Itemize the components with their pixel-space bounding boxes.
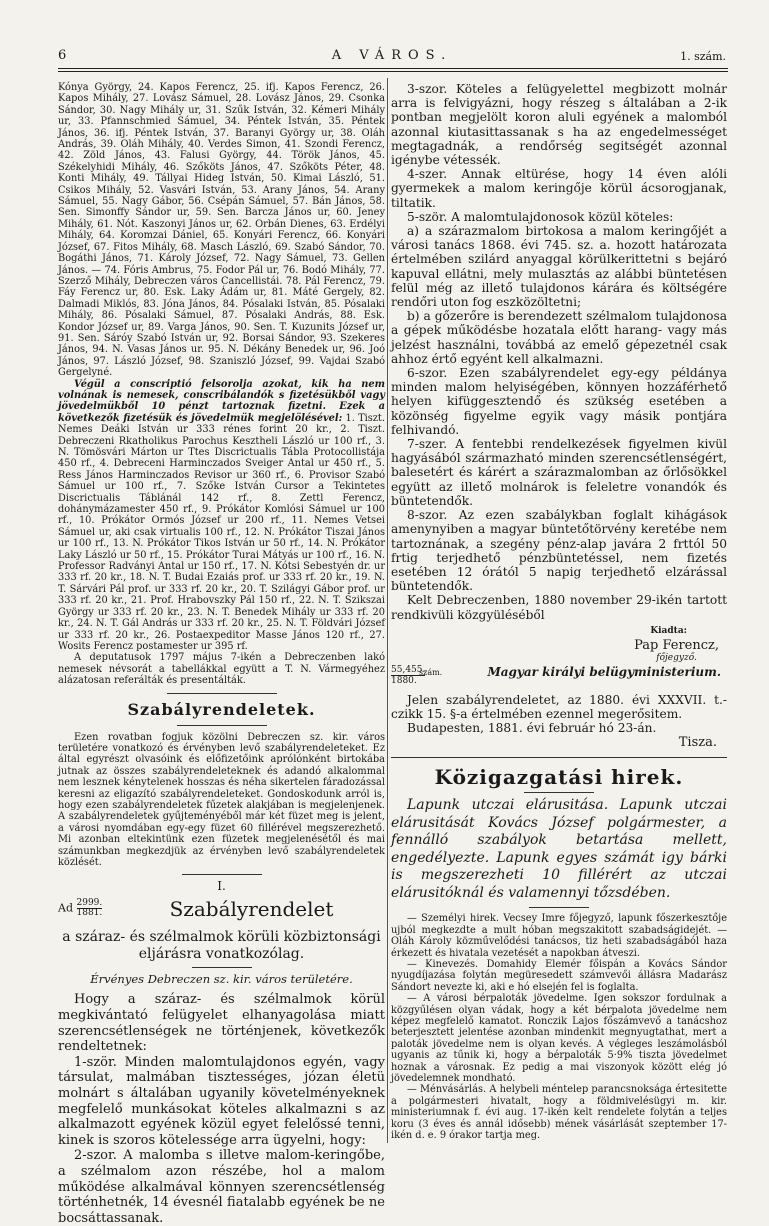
news-appointment: — Kinevezés. Domahidy Elemér főispán a Kovács Sándor nyugdíjazása folytán megüresedett számvevői állásra Madarász Sándort nevezte ki, aki e hó elsején fel is foglalta. [391, 958, 727, 993]
conscriptio-intro: Végül a conscriptió felsorolja azokat, kik ha nem volnának is nemesek, conscribálandók s fizetésükből vagy jövedelmükből 10 pénzt tartoznak fizetni. Ezek a következők fizetésük és jövedelmük megjelölésével: 1. Tiszt. Nemes Deáki István ur 333 rénes forint 20 kr., 2. Tiszt. Debreczeni Rkatholikus Parochus Kesztheli László ur 100 rf., 3. N. Tömösvári Márton ur Ttes Discrictualis Tábla Protocollistája 450 rf., 4. Debreceni Harminczados Sveiger Antal ur 450 rf., 5. Ress János Harminczados Revisor ur 360 rf., 6. Provisor Szabó Sámuel ur 100 rf., 7. Szőke István Cursor a Tekintetes Discrictualis Táblánál 142 rf., 8. Zettl Ferencz, dohánymázamester 450 rf., 9. Prókátor Komlósi Sámuel ur 100 rf., 10. Prókátor Ormós József ur 200 rf., 11. Nemes Vetsei Sámuel ur, aki csak virtualis 100 rf., 12. N. Prókátor Tiszai János ur 100 rf., 13. N. Prókátor Tikos István ur 50 rf., 14. N. Prókátor Laky László ur 50 rf., 15. Prókátor Turai Mátyás ur 100 rf., 16. N. Professor Radványi Antal ur 150 rf., 17. N. Kótsi Sebestyén dr. ur 333 rf. 20 kr., 18. N. T. Budai Ezaiás prof. ur 333 rf. 20 kr., 19. N. T. Sárvári Pál prof. ur 333 rf. 20 kr., 20. T. Szilágyi Gábor prof. ur 333 rf. 20 kr., 21. Prof. Hrabovszky Pál 150 rf., 22. N. T. Szikszai György ur 333 rf. 20 kr., 23. N. T. Benedek Mihály ur 333 rf. 20 kr., 24. N. T. Gál András ur 333 rf. 20 kr., 25. N. T. Földvári József ur 333 rf. 20 kr., 26. Postaexpeditor Masse János 120 rf., 27. Wosits Ferencz postamester ur 395 rf. [58, 378, 385, 652]
news-title-rule [524, 792, 594, 793]
approval-place: Budapesten, 1881. évi február hó 23-án. [407, 721, 657, 736]
ad-reference: Ad $\frac{2999.}{1881.}$ [58, 898, 103, 919]
news-title: Közigazgatási hirek. [434, 765, 684, 790]
signer-title: főjegyző. [656, 652, 697, 663]
roman-numeral: I. [217, 879, 226, 894]
page-number: 6 [58, 48, 67, 63]
regulation-point-2: 2-szor. A malomba s illetve malom-keringőbe, a szélmalom azon részébe, hol a malom működése alkalmával könnyen szerencsétlenség történhetnék, 14 évesnél fiatalabb egyének be ne bocsáttassanak. [58, 1148, 385, 1226]
deputation-paragraph: A deputatusok 1797 május 7-ikén a Debreczenben lakó nemesek névsorát a tabellákkal együtt a T. N. Vármegyéhez alázatosan referálták és presentálták. [58, 652, 385, 687]
regulation-point-5a: a) a szárazmalom birtokosa a malom keringőjét a városi tanács 1868. évi 745. sz. a. hozott határozata értelmében szilárd anyaggal körülkerittetni s bejáró kapuval ellátni, mely mulasztás az alábbi büntetésen felül még az illető tulajdonos kárára és költségére rendőri uton fog eszközöltetni; [391, 224, 727, 310]
news-personal: — Személyi hirek. Vecsey Imre főjegyző, lapunk főszerkesztője ujból megkezdte a mult hóban megszakitott szabadságidejét. — Oláh Károly közművelődési tanácsos, tiz heti szabadságából haza érkezett és hivatala vezetését a napokban átveszi. [391, 913, 727, 959]
regulation-point-3: 3-szor. Köteles a felügyelettel megbizott molnár arra is felvigyázni, hogy részeg s általában a 2-ik pontban megjelölt koron aluli egyének a malomból azonnal kiutasittassanak s ha az engedelmességet megtagadnák, a rendőrség segitségét azonnal igénybe vétessék. [391, 82, 727, 168]
section-divider [167, 693, 277, 694]
paper-title: A VÁROS. [331, 48, 453, 63]
regulation-point-5b: b) a gőzerőre is berendezett szélmalom tulajdonosa a gépek működésbe hozatala előtt harang- vagy más jelzést használni, továbbá az emelő gépezetnél csak ahhoz értő egyént kell alkalmazni. [391, 309, 727, 366]
regulation-intro: Hogy a száraz- és szélmalmok körül megkivántató felügyelet elhanyagolása miatt szerencsétlenségek ne történjenek, következők rendeltetnek: [58, 992, 385, 1055]
header-rule [58, 68, 728, 69]
registry-year: 1880. [391, 675, 417, 686]
regulation-point-5: 5-ször. A malomtulajdonosok közül köteles: [407, 209, 674, 224]
approval-text: Jelen szabályrendeletet, az 1880. évi XXXVII. t.-czikk 15. §-a értelmében ezennel megerősitem. [391, 692, 727, 721]
regulation-title: Szabályrendelet [169, 897, 334, 922]
regulation-point-4: 4-szer. Annak eltürése, hogy 14 éven alóli gyermekek a malom keringője körül ácsorogjanak, tiltatik. [391, 167, 727, 210]
left-column [58, 82, 385, 1226]
ad-number: 2999. [76, 898, 103, 909]
news-intro-rule [529, 907, 589, 908]
right-column [391, 82, 727, 1142]
intro-divider [182, 874, 262, 875]
news-divider [391, 757, 727, 758]
registry-number: 55,455. [391, 664, 426, 675]
regulation-point-7: 7-szer. A fentebbi rendelkezések figyelmen kivül hagyásából származható minden szerencsétlenségért, balesetért és kárért a szárazmalomban az őrlősökkel együtt az illető molnárok is feleletre vonandók és büntetendők. [391, 437, 727, 508]
subtitle-rule [192, 967, 252, 968]
issue-number: 1. szám. [680, 50, 726, 63]
section-intro: Ezen rovatban fogjuk közölni Debreczen sz. kir. város területére vonatkozó és érvényben levő szabályrendeleteket. Ez által egyrészt olvasóink és előfizetőink aprólónként birtokába jutnak az összes szabályrendeleteknek és adandó alkalommal nem lesznek kénytelenek hosszas és néha sikertelen fáradozással keresni az eligazító szabályrendeleteket. Gondoskodunk arról is, hogy ezen szabályrendeletek fűzetek alakjában is megjelenjenek. A szabályrendeletek gyűjteményéből már két füzet meg is jelent, a városi nyomdában egy-egy füzet 60 fillérével megszerezhető. Mi azonban eltekintünk ezen füzetek megjelenésétől és mai számunkban megkezdjük az érvényben levő szabályrendeletek közlését. [58, 731, 385, 868]
regulation-heading [58, 893, 385, 929]
regulation-subtitle: a száraz- és szélmalmok körüli közbiztonsági eljárásra vonatkozólag. [62, 929, 381, 963]
regulation-point-8: 8-szor. Az ezen szabálykban foglalt kihágások amenynyiben a magyar büntetőtörvény keretébe nem tartoznának, a szegény pénz-alap javára 2 frttól 50 frtig terjedhető pénzbüntetéssel, nem fizetés esetében 12 órától 5 napig terjedhető elzárással büntetendők. [391, 508, 727, 594]
regulation-point-6: 6-szor. Ezen szabályrendelet egy-egy példánya minden malom helyiségében, könnyen hozzáférhető helyen kifüggesztendő és szükség esetében a közönség figyelme egyik vagy másik pontjára felhivandó. [391, 366, 727, 437]
ministry-name: Magyar királyi belügyministerium. [487, 664, 721, 679]
signer-name: Pap Ferencz, [634, 637, 719, 653]
section-title-rule [177, 725, 267, 726]
news-intro: Lapunk utczai elárusitása. Lapunk utczai elárusitását Kovács József polgármester, a fennálló szabályok betartása mellett, engedélyezte. Lapunk egyes számát igy bárki is megszerezheti 10 fillérért az utczai elárusitóknál és valamennyi tőzsdében. [391, 797, 727, 901]
names-list: Kónya György, 24. Kapos Ferencz, 25. ifj. Kapos Ferencz, 26. Kapos Mihály, 27. Lovász Sámuel, 28. Lovász János, 29. Csonka Sándor, 30. Nagy Mihály ur, 31. Szűk István, 32. Kémeri Mihály ur, 33. Pfannschmied Sámuel, 34. Péntek István, 35. Péntek János, 36. ifj. Péntek István, 37. Baranyi György ur, 38. Oláh András, 39. Oláh Mihály, 40. Verdes Simon, 41. Szondi Ferencz, 42. Zöld János, 43. Falusi György, 44. Török János, 45. Székelyhidi Mihály, 46. Szőköts János, 47. Szőköts Péter, 48. Konti Mihály, 49. Tállyai Hideg István, 50. Kimai László, 51. Csikos Mihály, 52. Vasvári István, 53. Arany János, 54. Arany Sámuel, 55. Nagy Gábor, 56. Csépán Sámuel, 57. Bán János, 58. Sen. Simonffy Sándor ur, 59. Sen. Barcza János ur, 60. Jeney Mihály, 61. Nót. Kaszonyi János ur, 62. Orbán Dienes, 63. Erdélyi Mihály, 64. Koromzai Dániel, 65. Konyári Ferencz, 66. Konyári József, 67. Fitos Mihály, 68. Masch László, 69. Szabó Sándor, 70. Bogáthi János, 71. Károly József, 72. Nagy Sámuel, 73. Gellen János. — 74. Fóris Ambrus, 75. Fodor Pál ur, 76. Bodó Mihály, 77. Szerző Mihály, Debreczen város Cancellistái. 78. Pál Ferencz, 79. Fáy Ferencz ur, 80. Esk. Laky Ádám ur, 81. Máté Gergely, 82. Dalmadi Miklós, 83. Jóna János, 84. Pósalaki István, 85. Pósalaki Mihály, 86. Pósalaki Sámuel, 87. Pósalaki András, 88. Esk. Kondor József ur, 89. Varga János, 90. Sen. T. Kuzunits József ur, 91. Sen. Sáróy Szabó István ur, 92. Borsai Sándor, 93. Szekeres János, 94. N. Vasas János ur. 95. N. Dékány Benedek ur, 96. Joó János, 97. László József, 98. Szaniszló József, 99. Vajdai Szabó Gergelyné. [58, 82, 385, 379]
column-divider [387, 78, 388, 1143]
regulation-validity: Érvényes Debreczen sz. kir. város területére. [90, 972, 353, 987]
issued-by: Kiadta: [650, 625, 687, 636]
news-stallion: — Ménvásárlás. A helybeli méntelep parancsnoksága értesitette a polgármesteri hivatalt, hogy a földmivelésügyi m. kir. ministeriumnak f. évi aug. 17-ikén kelt rendelete folytán a teljes koru (3 éves és annál idősebb) mének vásárlását szeptember 17-ikén d. e. 9 órakor tartja meg. [391, 1084, 727, 1142]
dated-line: Kelt Debreczenben, 1880 november 29-ikén tartott rendkivüli közgyüléséből [391, 593, 727, 622]
news-income: — A városi bérpaloták jövedelme. Igen sokszor fordulnak a közgyűlésen olyan vádak, hogy a két bérpalota jövedelme nem képez megfelelő kamatot. Ronczik Lajos főszámvevő a tanácshoz beterjesztett jelentése azonban mindenkit megnyugtathat, mert a paloták jövedelme nem is olyan kevés. A végleges leszámolásból ugyanis az tűnik ki, hogy a bérpaloták 5·9% tiszta jövedelmet hoznak a városnak. Ez pedig a mai viszonyok között elég jó jövedelemnek mondható. [391, 993, 727, 1085]
regulation-point-1: 1-ször. Minden malomtulajdonos egyén, vagy társulat, malmában tisztességes, józan életü molnárt s általában ugyanily követelményeknek megfelelő munkásokat köteles alkalmazni s az alkalmazott egyének közül egyet felelőssé tenni, kinek is szoros kötelessége arra ügyelni, hogy: [58, 1054, 385, 1148]
ministry-heading [391, 663, 727, 693]
approval-signer: Tisza. [678, 735, 717, 751]
page-header [58, 48, 726, 68]
section-title: Szabályrendeletek. [127, 699, 316, 719]
registry-unit: szám. [419, 667, 443, 677]
header-rule-thin [58, 71, 728, 72]
ad-year: 1881. [76, 908, 103, 919]
